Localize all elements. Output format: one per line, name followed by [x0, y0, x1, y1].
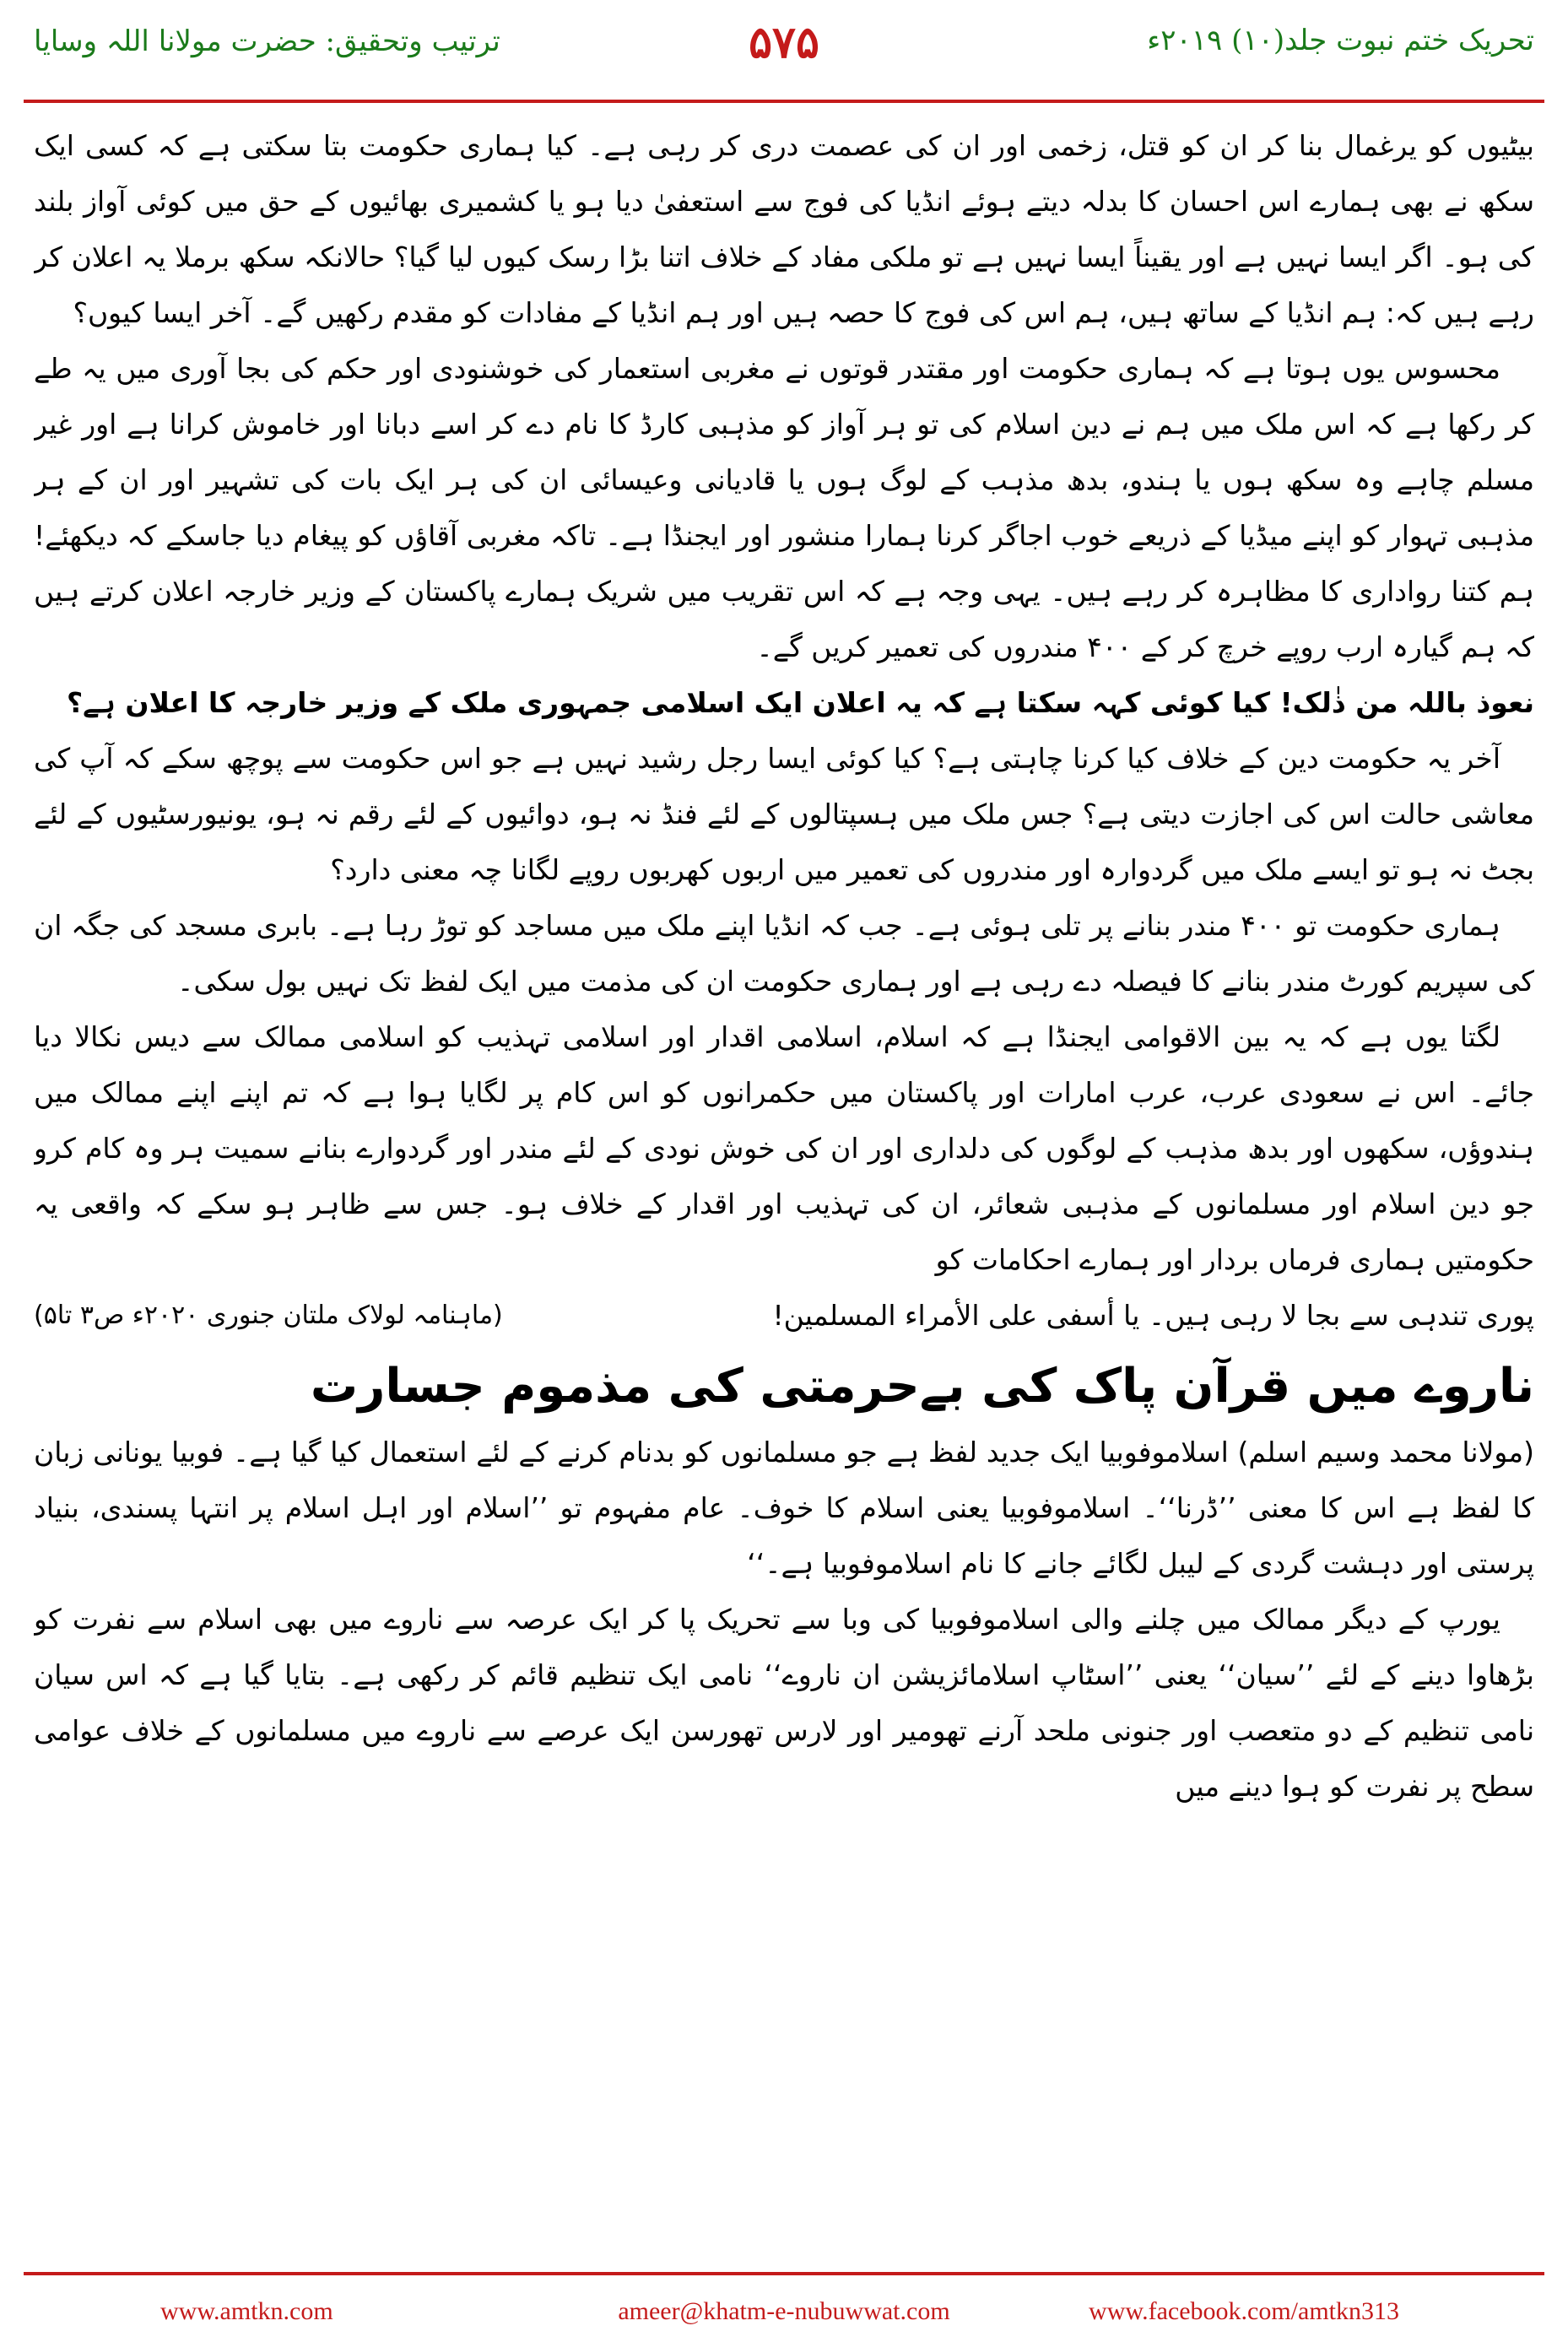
page-footer: [0, 2279, 1568, 2342]
footer-email-link[interactable]: ameer@khatm-e-nubuwwat.com: [618, 2297, 950, 2325]
page-body: [34, 118, 1534, 2262]
paragraph: بیٹیوں کو یرغمال بنا کر ان کو قتل، زخمی اور ان کی عصمت دری کر رہی ہے۔ کیا ہماری حکومت بتا سکتی ہے کہ کسی ایک سکھ نے بھی ہمارے اس احسان کا بدلہ دیتے ہوئے انڈیا کی فوج سے استعفیٰ دیا ہو یا کشمیری بھائیوں کے حق میں کوئی آواز بلند کی ہو۔ اگر ایسا نہیں ہے اور یقیناً ایسا نہیں ہے تو ملکی مفاد کے خلاف اتنا بڑا رسک کیوں لیا گیا؟ حالانکہ سکھ برملا یہ اعلان کر رہے ہیں کہ: ہم انڈیا کے ساتھ ہیں، ہم اس کی فوج کا حصہ ہیں اور ہم انڈیا کے مفادات کو مقدم رکھیں گے۔ آخر ایسا کیوں؟: [34, 129, 1534, 329]
page-number: ۵۷۵: [749, 17, 819, 68]
paragraph: لگتا یوں ہے کہ یہ بین الاقوامی ایجنڈا ہے کہ اسلام، اسلامی اقدار اور اسلامی تہذیب کو اسلامی ممالک سے دیس نکالا دیا جائے۔ اس نے سعودی عرب، عرب امارات اور پاکستان میں حکمرانوں کو اس کام پر لگایا ہوا ہے کہ تم اپنے اپنے ممالک میں ہندوؤں، سکھوں اور بدھ مذہب کے لوگوں کی دلداری اور ان کی خوش نودی کے لئے مندر اور گردوارے بنانے سمیت ہر وہ کام کرو جو دین اسلام اور مسلمانوں کے مذہبی شعائر، ان کی تہذیب اور اقدار کے خلاف ہو۔ جس سے ظاہر ہو سکے کہ واقعی یہ حکومتیں ہماری فرماں بردار اور ہمارے احکامات کو: [34, 1020, 1534, 1276]
footer-website-link[interactable]: www.amtkn.com: [160, 2297, 333, 2325]
footer-facebook-link[interactable]: www.facebook.com/amtkn313: [1089, 2297, 1399, 2325]
section-heading: ناروے میں قرآن پاک کی بےحرمتی کی مذموم جسارت: [310, 1359, 1534, 1414]
closing-line: [34, 1288, 1534, 1344]
header-book-title: تحریک ختم نبوت جلد(۱۰) ۲۰۱۹ء: [1147, 24, 1534, 57]
paragraph: یورپ کے دیگر ممالک میں چلنے والی اسلاموفوبیا کی وبا سے تحریک پا کر ایک عرصہ سے ناروے میں بھی اسلام سے نفرت کو بڑھاوا دینے کے لئے ’’سیان‘‘ یعنی ’’اسٹاپ اسلامائزیشن ان ناروے‘‘ نامی ایک تنظیم قائم کر رکھی ہے۔ بتایا گیا ہے کہ اس سیان نامی تنظیم کے دو متعصب اور جنونی ملحد آرنے تھومیر اور لارس تھورسن ایک عرصے سے ناروے میں مسلمانوں کے خلاف عوامی سطح پر نفرت کو ہوا دینے میں: [34, 1603, 1534, 1803]
header-divider: [24, 100, 1544, 103]
citation: (ماہنامہ لولاک ملتان جنوری ۲۰۲۰ء ص۳ تا۵): [34, 1301, 503, 1330]
page-header: [0, 0, 1568, 127]
footer-divider: [24, 2272, 1544, 2275]
paragraph: (مولانا محمد وسیم اسلم) اسلاموفوبیا ایک جدید لفظ ہے جو مسلمانوں کو بدنام کرنے کے لئے استعمال کیا گیا ہے۔ فوبیا یونانی زبان کا لفظ ہے اس کا معنی ’’ڈرنا‘‘۔ اسلاموفوبیا یعنی اسلام کا خوف۔ عام مفہوم تو ’’اسلام اور اہل اسلام پر انتہا پسندی، بنیاد پرستی اور دہشت گردی کے لیبل لگائے جانے کا نام اسلاموفوبیا ہے۔‘‘: [34, 1436, 1534, 1580]
paragraph: آخر یہ حکومت دین کے خلاف کیا کرنا چاہتی ہے؟ کیا کوئی ایسا رجل رشید نہیں ہے جو اس حکومت سے پوچھ سکے کہ آپ کی معاشی حالت اس کی اجازت دیتی ہے؟ جس ملک میں ہسپتالوں کے لئے فنڈ نہ ہو، دوائیوں کے لئے رقم نہ ہو، یونیورسٹیوں کے لئے بجٹ نہ ہو تو ایسے ملک میں گردوارہ اور مندروں کی تعمیر میں اربوں کھربوں روپے لگانا چہ معنی دارد؟: [34, 742, 1534, 886]
closing-text: پوری تندہی سے بجا لا رہی ہیں۔ یا أسفی علی الأمراء المسلمین!: [772, 1299, 1534, 1332]
paragraph: ہماری حکومت تو ۴۰۰ مندر بنانے پر تلی ہوئی ہے۔ جب کہ انڈیا اپنے ملک میں مساجد کو توڑ رہا ہے۔ بابری مسجد کی جگہ ان کی سپریم کورٹ مندر بنانے کا فیصلہ دے رہی ہے اور ہماری حکومت ان کی مذمت میں ایک لفظ تک نہیں بول سکی۔: [34, 909, 1534, 998]
header-editor-credit: ترتیب وتحقیق: حضرت مولانا اللہ وسایا: [34, 24, 500, 58]
nauzubillah-line: نعوذ باللہ من ذٰلک! کیا کوئی کہہ سکتا ہے کہ یہ اعلان ایک اسلامی جمہوری ملک کے وزیر خارجہ کا اعلان ہے؟: [67, 686, 1534, 719]
paragraph: محسوس یوں ہوتا ہے کہ ہماری حکومت اور مقتدر قوتوں نے مغربی استعمار کی خوشنودی اور حکم کی بجا آوری میں یہ طے کر رکھا ہے کہ اس ملک میں ہم نے دین اسلام کی تو ہر آواز کو مذہبی کارڈ کا نام دے کر اسے دبانا اور خاموش کرانا ہے اور غیر مسلم چاہے وہ سکھ ہوں یا ہندو، بدھ مذہب کے لوگ ہوں یا قادیانی وعیسائی ان کی ہر ایک بات کی تشہیر اور ان کے ہر مذہبی تہوار کو اپنے میڈیا کے ذریعے خوب اجاگر کرنا ہمارا منشور اور ایجنڈا ہے۔ تاکہ مغربی آقاؤں کو پیغام دیا جاسکے کہ دیکھئے! ہم کتنا رواداری کا مظاہرہ کر رہے ہیں۔ یہی وجہ ہے کہ اس تقریب میں شریک ہمارے پاکستان کے وزیر خارجہ اعلان کرتے ہیں کہ ہم گیارہ ارب روپے خرچ کر کے ۴۰۰ مندروں کی تعمیر کریں گے۔: [34, 352, 1534, 663]
